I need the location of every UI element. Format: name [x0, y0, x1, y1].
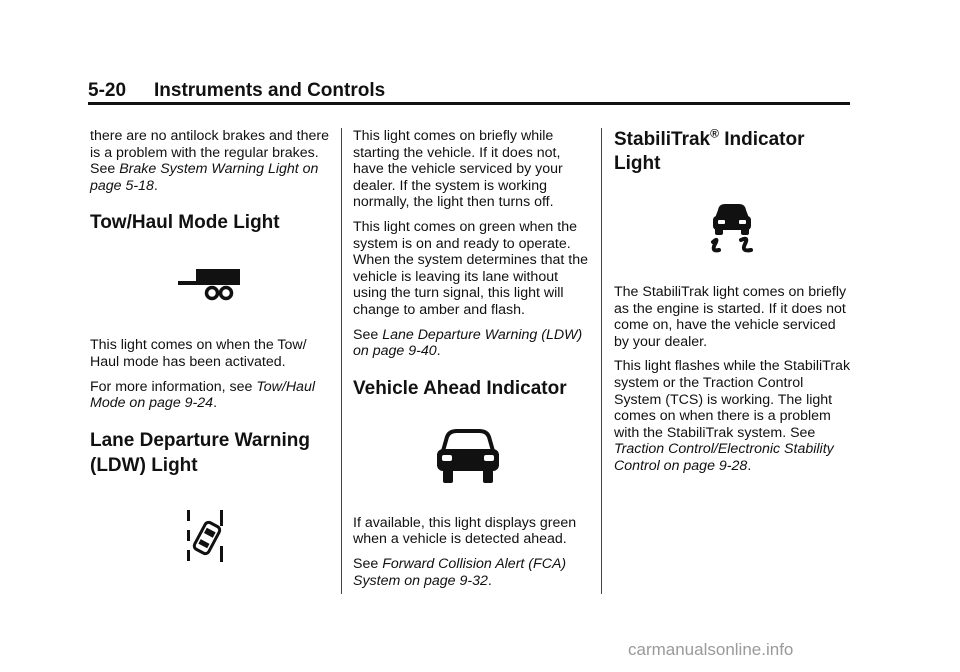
paragraph-antilock: there are no antilock brakes and there is a problem with the regular brakes. See Brake System Warning Light on page 5-18.	[90, 128, 329, 194]
stabilitrak-icon	[709, 202, 755, 256]
heading-stabilitrak: StabiliTrak® Indicator Light	[614, 126, 805, 174]
page-header	[88, 80, 385, 102]
paragraph-ldw-green: This light comes on green when the system is on and ready to operate. When the system determines that the vehicle is leaving its lane without using the turn signal, this light will change to amber and flash.	[353, 218, 588, 318]
page-number: 5-20	[88, 80, 127, 101]
watermark: carmanualsonline.info	[628, 640, 794, 659]
column-divider-1	[341, 128, 342, 594]
paragraph-vehicle-ahead: If available, this light displays green when a vehicle is detected ahead.	[353, 514, 577, 548]
ref-tow-haul[interactable]: Tow/Haul Mode on page 9-24	[90, 378, 315, 412]
paragraph-stabilitrak-start: The StabiliTrak light comes on briefly as the engine is started. If it does not come on, have the vehicle serviced by your dealer.	[614, 284, 847, 350]
heading-ldw: Lane Departure Warning (LDW) Light	[90, 429, 310, 476]
ref-fca[interactable]: Forward Collision Alert (FCA) System on page 9-32	[353, 555, 567, 589]
paragraph-fca-ref: See Forward Collision Alert (FCA) System on page 9-32.	[353, 555, 567, 589]
ref-brake-system[interactable]: Brake System Warning Light on page 5-18	[90, 161, 319, 194]
paragraph-tow-ref: For more information, see Tow/Haul Mode on page 9-24.	[90, 378, 315, 412]
ref-traction-control[interactable]: Traction Control/Electronic Stability Control on page 9-28	[614, 441, 834, 474]
ref-ldw[interactable]: Lane Departure Warning (LDW) on page 9-40	[353, 326, 583, 360]
header-rule	[88, 102, 850, 105]
paragraph-stabilitrak-flash: This light flashes while the StabiliTrak system or the Traction Control System (TCS) is working. The light comes on when there is a problem with the StabiliTrak system. See Traction Control/Electronic Stability Control on page 9-28.	[614, 358, 851, 474]
paragraph-ldw-start: This light comes on briefly while starting the vehicle. If it does not, have the vehicle serviced by your dealer. If the system is working normally, the light then turns off.	[353, 128, 563, 211]
heading-vehicle-ahead: Vehicle Ahead Indicator	[353, 377, 567, 399]
vehicle-ahead-icon	[433, 429, 503, 485]
column-1	[90, 128, 330, 564]
lane-departure-icon	[185, 508, 225, 564]
paragraph-ldw-ref: See Lane Departure Warning (LDW) on page 9-40.	[353, 326, 583, 360]
column-2	[353, 128, 593, 597]
heading-tow-haul: Tow/Haul Mode Light	[90, 212, 280, 234]
column-divider-2	[601, 128, 602, 594]
column-3	[614, 128, 854, 483]
section-title: Instruments and Controls	[154, 80, 386, 101]
paragraph-tow-haul: This light comes on when the Tow/ Haul mode has been activated.	[90, 337, 307, 370]
trailer-icon	[176, 267, 244, 303]
